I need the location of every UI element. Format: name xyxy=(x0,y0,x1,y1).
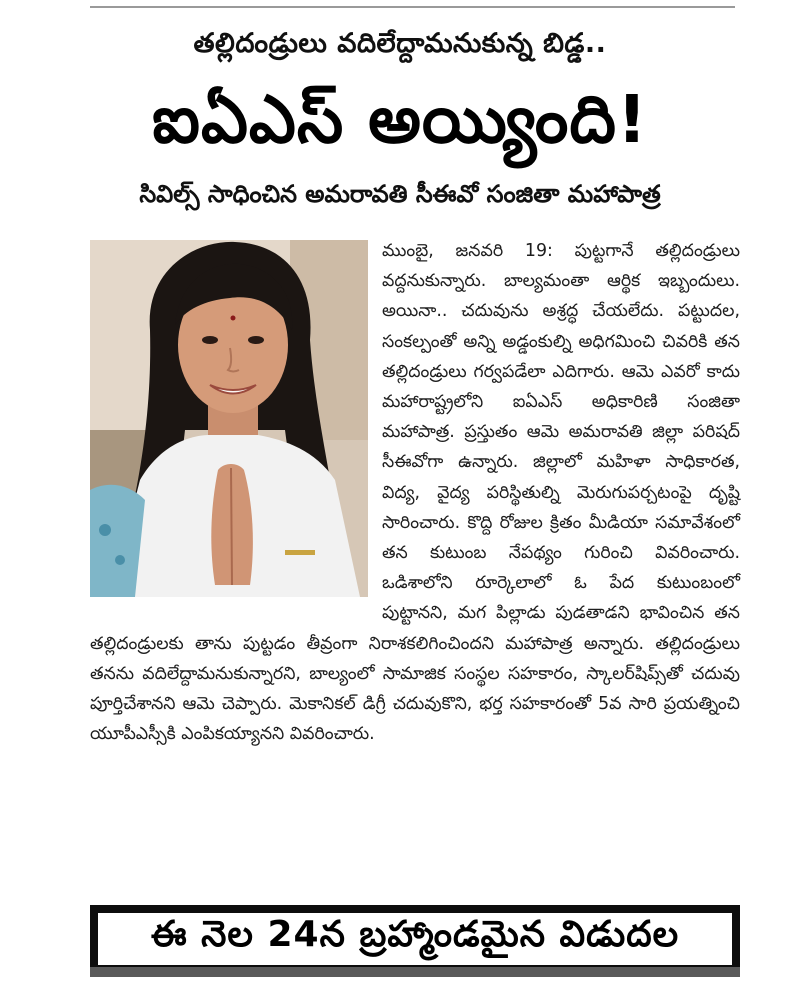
top-divider xyxy=(90,6,735,8)
article-headline: ఐఏఎస్ అయ్యింది! xyxy=(151,81,649,158)
article-subhead: సివిల్స్ సాధించిన అమరావతి సీఈవో సంజితా మహాపాత్ర xyxy=(139,180,661,208)
article-body xyxy=(90,236,740,749)
article-kicker: తల్లిదండ్రులు వదిలేద్దామనుకున్న బిడ్డ.. xyxy=(193,28,607,59)
article-body-text: ముంబై, జనవరి 19: పుట్టగానే తల్లిదండ్రులు వద్దనుకున్నారు. బాల్యమంతా ఆర్థిక ఇబ్బందులు. అయినా.. చదువును అశ్రద్ధ చేయలేదు. పట్టుదల, సంకల్పంతో అన్ని అడ్డంకుల్ని అధిగమించి చివరికి తన తల్లిదండ్రులు గర్వపడేలా ఎదిగారు. ఆమె ఎవరో కాదు మహారాష్ట్రలోని ఐఏఎస్ అధికారిణి సంజితా మహాపాత్ర. ప్రస్తుతం ఆమె అమరావతి జిల్లా పరిషద్ సీఈవోగా ఉన్నారు. జిల్లాలో మహిళా సాధికారత, విద్య, వైద్య పరిస్థితుల్ని మెరుగుపర్చటంపై దృష్టి సారించారు. కొద్ది రోజుల క్రితం మీడియా సమావేశంలో తన కుటుంబ నేపథ్యం గురించి వివరించారు. ఒడిశాలోని రూర్కెలాలో ఓ పేద కుటుంబంలో పుట్టానని, మగ పిల్లాడు పుడతాడని భావించిన తన తల్లిదండ్రులకు తాను పుట్టడం తీవ్రంగా నిరాశకలిగించిందని మహాపాత్ర అన్నారు. తల్లిదండ్రులు తనను వదిలేద్దామనుకున్నారని, బాల్యంలో సామాజిక సంస్థల సహకారం, స్కాలర్‌షిప్స్‌తో చదువు పూర్తిచేశానని ఆమె చెప్పారు. మెకానికల్ డిగ్రీ చదువుకొని, భర్త సహకారంతో 5వ సారి ప్రయత్నించి యూపీఎస్సీకి ఎంపికయ్యానని వివరించారు. xyxy=(90,241,740,745)
promo-banner xyxy=(90,905,740,977)
promo-banner-text: ఈ నెల 24న బ్రహ్మాండమైన విడుదల xyxy=(150,914,680,955)
